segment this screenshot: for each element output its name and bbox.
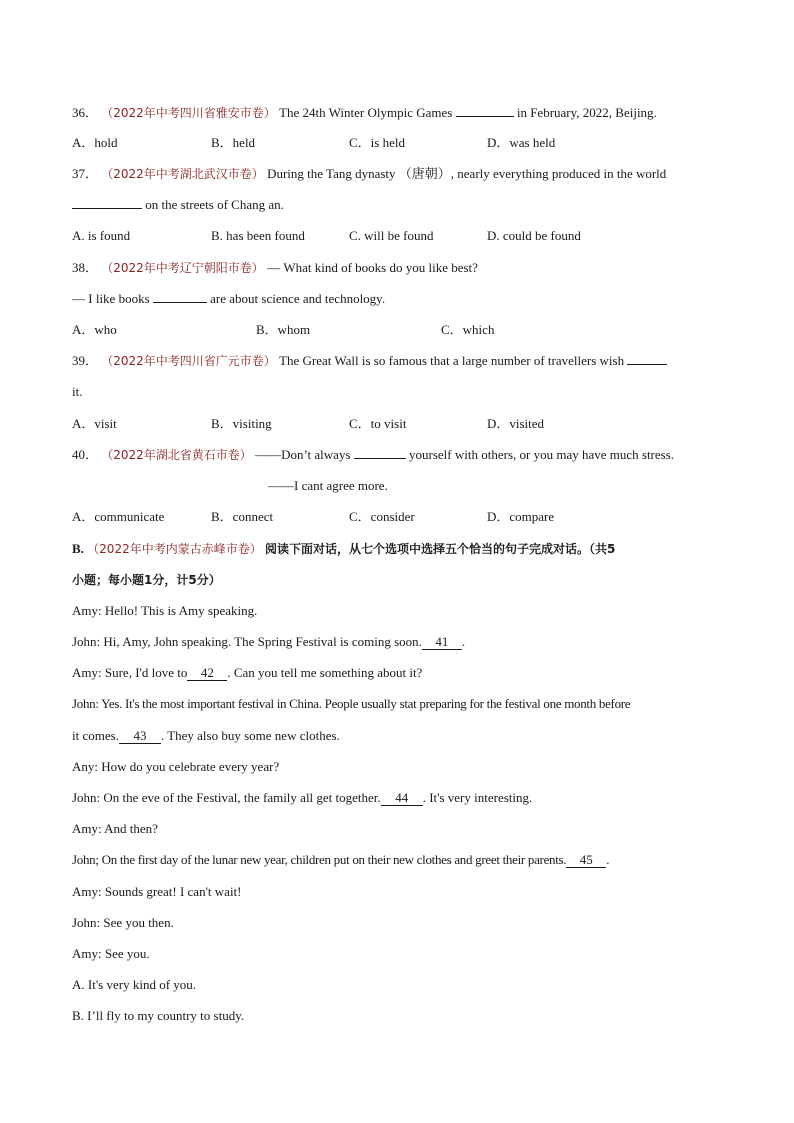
dialogue-line — [72, 914, 174, 932]
section-instruction: 阅读下面对话，从七个选项中选择五个恰当的句子完成对话。（共5 — [264, 542, 616, 556]
reply-text: ——I cant agree more. — [268, 478, 388, 493]
section-b-heading — [72, 540, 615, 558]
question-text: The Great Wall is so famous that a large number of travellers wish — [279, 353, 625, 368]
question-source: （2022年湖北省黄石市卷） — [101, 448, 252, 462]
option-a: A. is found — [72, 228, 131, 243]
section-label: B. — [72, 541, 84, 556]
options-37 — [72, 227, 722, 245]
answer-blank — [153, 290, 207, 303]
option-a: A．who — [72, 322, 117, 337]
answer-blank — [354, 446, 406, 459]
options-38 — [72, 321, 722, 339]
dialogue-line: John: Hi, Amy, John speaking. The Spring Festival is coming soon. 41 . — [72, 634, 466, 649]
options-40 — [72, 508, 722, 526]
option-a: A．hold — [72, 135, 118, 150]
dialogue-line — [72, 945, 150, 963]
dialogue-text: it comes. — [72, 728, 119, 743]
dialogue-text: John: Yes. It's the most important festival in China. People usually stat preparing for the festival one month before — [72, 696, 631, 711]
answer-blank-43: 43 — [119, 729, 161, 744]
choice-text: A. It's very kind of you. — [72, 977, 197, 992]
answer-blank-42: 42 — [187, 666, 227, 681]
dialogue-line — [72, 820, 158, 838]
dialogue-line — [72, 664, 422, 682]
question-text: During the Tang dynasty （唐朝）, nearly everything produced in the world — [267, 166, 667, 181]
dialogue-line — [72, 883, 242, 901]
option-a: A．visit — [72, 416, 117, 431]
option-c: C．to visit — [349, 416, 407, 431]
question-39 — [72, 352, 667, 370]
dialogue-text: Any: How do you celebrate every year? — [72, 759, 280, 774]
question-text: yourself with others, or you may have much stress. — [409, 447, 675, 462]
question-40-reply — [268, 477, 388, 495]
question-number: 40． — [72, 447, 99, 462]
option-d: D．was held — [487, 135, 556, 150]
option-b: B．connect — [211, 509, 274, 524]
options-36 — [72, 134, 722, 152]
dialogue-text: Amy: Sounds great! I can't wait! — [72, 884, 242, 899]
dialogue-text: Amy: See you. — [72, 946, 150, 961]
option-c: C．consider — [349, 509, 415, 524]
section-source: （2022年中考内蒙古赤峰市卷） — [87, 542, 262, 556]
option-c: C. will be found — [349, 228, 434, 243]
question-38-line2 — [72, 290, 385, 308]
answer-blank-41: 41 — [422, 635, 462, 650]
question-number: 39． — [72, 353, 99, 368]
dialogue-line — [72, 789, 532, 807]
question-number: 38． — [72, 260, 99, 275]
answer-blank — [456, 104, 514, 117]
option-b: B．whom — [256, 322, 311, 337]
option-a: A．communicate — [72, 509, 165, 524]
dialogue-text: John: Hi, Amy, John speaking. The Spring Festival is coming soon. — [72, 634, 422, 649]
question-text: in February, 2022, Beijing. — [516, 105, 657, 120]
question-text: are about science and technology. — [210, 291, 386, 306]
answer-blank — [72, 196, 142, 209]
option-b: B．held — [211, 135, 256, 150]
question-37 — [72, 165, 666, 183]
choice-b — [72, 1007, 244, 1025]
dialogue-text: Amy: Hello! This is Amy speaking. — [72, 603, 258, 618]
question-text: it. — [72, 384, 83, 399]
dialogue-text: . It's very interesting. — [422, 790, 533, 805]
dialogue-line — [72, 602, 257, 620]
option-b: B．visiting — [211, 416, 272, 431]
dialogue-text: John: On the eve of the Festival, the family all get together. — [72, 790, 381, 805]
dialogue-text: John: See you then. — [72, 915, 174, 930]
question-36 — [72, 104, 657, 122]
dialogue-line: John; On the first day of the lunar new year, children put on their new clothes and greet their parents. 45 . — [72, 852, 610, 867]
option-c: C．which — [441, 322, 495, 337]
dialogue-text: . They also buy some new clothes. — [160, 728, 340, 743]
question-text: — What kind of books do you like best? — [267, 260, 478, 275]
question-number: 36． — [72, 105, 99, 120]
option-d: D. could be found — [487, 228, 581, 243]
dialogue-line — [72, 727, 340, 745]
answer-blank-44: 44 — [381, 791, 423, 806]
option-d: D．compare — [487, 509, 555, 524]
question-number: 37． — [72, 166, 99, 181]
question-source: （2022年中考湖北武汉市卷） — [101, 167, 264, 181]
choice-text: B. I’ll fly to my country to study. — [72, 1008, 245, 1023]
dialogue-text: Amy: And then? — [72, 821, 158, 836]
option-b: B. has been found — [211, 228, 305, 243]
question-38 — [72, 259, 478, 277]
answer-blank-45: 45 — [566, 853, 606, 868]
question-text: on the streets of Chang an. — [145, 197, 284, 212]
question-source: （2022年中考辽宁朝阳市卷） — [101, 261, 264, 275]
choice-a — [72, 976, 196, 994]
section-b-heading-line2 — [72, 571, 221, 589]
question-40 — [72, 446, 674, 464]
dialogue-text: John; On the first day of the lunar new year, children put on their new clothes and greet their parents. — [72, 852, 567, 867]
question-source: （2022年中考四川省广元市卷） — [101, 354, 276, 368]
dialogue-line — [72, 695, 718, 718]
option-d: D．visited — [487, 416, 545, 431]
dialogue-text: Amy: Sure, I'd love to — [72, 665, 188, 680]
answer-blank — [627, 352, 667, 365]
question-source: （2022年中考四川省雅安市卷） — [101, 106, 276, 120]
question-39-line2 — [72, 383, 82, 401]
dialogue-line — [72, 758, 279, 776]
question-text: The 24th Winter Olympic Games — [279, 105, 453, 120]
question-text: — I like books — [72, 291, 150, 306]
option-c: C．is held — [349, 135, 405, 150]
question-37-line2 — [72, 196, 284, 214]
question-text: ——Don’t always — [255, 447, 351, 462]
section-instruction: 小题；每小题1分，计5分） — [72, 573, 221, 587]
dialogue-text: . Can you tell me something about it? — [227, 665, 423, 680]
options-39 — [72, 415, 722, 433]
